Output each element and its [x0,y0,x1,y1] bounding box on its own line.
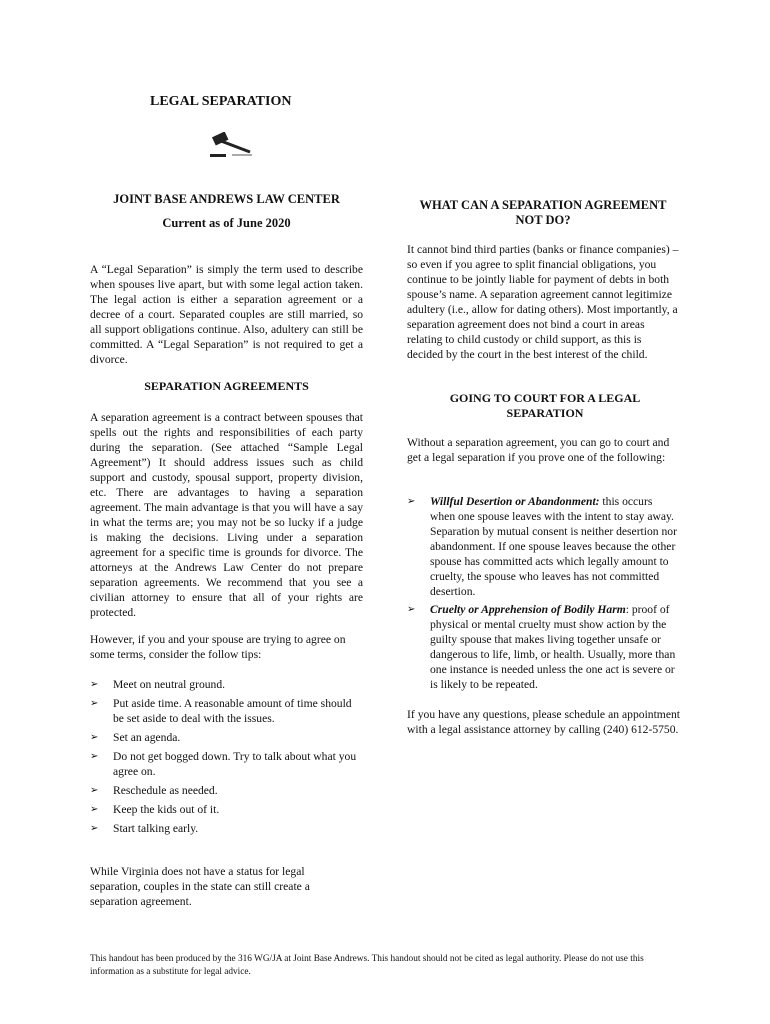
intro-paragraph: A “Legal Separation” is simply the term used to describe when spouses live apart, but with some legal action taken. The legal action is either a separation agreement or a decree of a court. Separated couples are still married, so all support obligations continue. Also, adultery can still be committed. A “Legal Separation” is not required to get a divorce. [90,263,363,366]
list-item: ➢ Set an agenda. [90,731,181,744]
list-item: ➢ Keep the kids out of it. [90,803,220,816]
list-item: ➢ Start talking early. [90,822,199,835]
list-item: ➢ Meet on neutral ground. [90,678,226,691]
org-heading: JOINT BASE ANDREWS LAW CENTER [113,192,340,206]
ground-term: Willful Desertion or Abandonment: [430,495,600,508]
tips-list [90,677,363,840]
tips-intro: However, if you and your spouse are trying to agree on some terms, consider the follow tips: [90,633,346,661]
arrow-bullet-icon: ➢ [90,751,99,762]
page-title: LEGAL SEPARATION [150,94,292,109]
ground-term: Cruelty or Apprehension of Bodily Harm [430,603,626,616]
cannot-heading: WHAT CAN A SEPARATION AGREEMENT NOT DO? [419,198,667,227]
ground-text: : proof of physical or mental cruelty must show action by the guilty spouse that makes living together unsafe or dangerous to life, limb, or health. Usually, more than one instance is needed unless the one act is severe or is likely to be repeated. [430,603,676,691]
list-item [407,602,680,692]
arrow-bullet-icon: ➢ [90,698,99,709]
arrow-bullet-icon: ➢ [90,804,99,815]
footer-disclaimer: This handout has been produced by the 316 WG/JA at Joint Base Andrews. This handout should not be cited as legal authority. Please do not use this information as a substitute for legal advice. [90,954,644,977]
list-item: ➢ Put aside time. A reasonable amount of time should be set aside to deal with the issues. [90,697,352,725]
arrow-bullet-icon: ➢ [407,496,416,507]
court-heading: GOING TO COURT FOR A LEGAL SEPARATION [449,391,641,420]
arrow-bullet-icon: ➢ [90,679,99,690]
virginia-paragraph: While Virginia does not have a status for legal separation, couples in the state can still create a separation agreement. [90,865,310,908]
arrow-bullet-icon: ➢ [407,604,416,615]
gavel-icon [208,132,254,160]
agreements-heading: SEPARATION AGREEMENTS [144,379,309,393]
agreements-paragraph: A separation agreement is a contract between spouses that spells out the rights and responsibilities of each party during the separation. (See attached “Sample Legal Agreement”) It should address issues such as child support and custody, spousal support, property division, etc. There are advantages to having a separation agreement. The main advantage is that you will have a say in what the terms are; you may not be so lucky if a judge is making the decisions. Living under a separation agreement for a specific time is grounds for divorce. The attorneys at the Andrews Law Center do not prepare separation agreements. We recommend that you see a civilian attorney to ensure that all of your rights are protected. [90,411,363,619]
arrow-bullet-icon: ➢ [90,823,99,834]
arrow-bullet-icon: ➢ [90,785,99,796]
list-item [407,494,680,599]
arrow-bullet-icon: ➢ [90,732,99,743]
contact-paragraph: If you have any questions, please schedule an appointment with a legal assistance attorney by calling (240) 612-5750. [407,708,680,736]
ground-text: this occurs when one spouse leaves with the intent to stay away. Separation by mutual consent is neither desertion nor abandonment. If one spouse leaves because the other spouse has committed acts which legally amount to cruelty, the spouse who leaves has not committed desertion. [430,495,677,598]
grounds-list [407,494,680,695]
court-paragraph: Without a separation agreement, you can go to court and get a legal separation if you prove one of the following: [407,436,670,464]
cannot-paragraph: It cannot bind third parties (banks or finance companies) – so even if you agree to split financial obligations, you continue to be jointly liable for payment of debts in both spouse’s name. A separation agreement cannot legitimize adultery (i.e., allow for dating others). Most importantly, a separation agreement does not bind a court in areas relating to child custody or child support, as this is decided by the court in the best interest of the child. [407,243,679,361]
list-item: ➢ Reschedule as needed. [90,784,218,797]
date-heading: Current as of June 2020 [162,216,291,230]
list-item: ➢ Do not get bogged down. Try to talk about what you agree on. [90,750,357,778]
